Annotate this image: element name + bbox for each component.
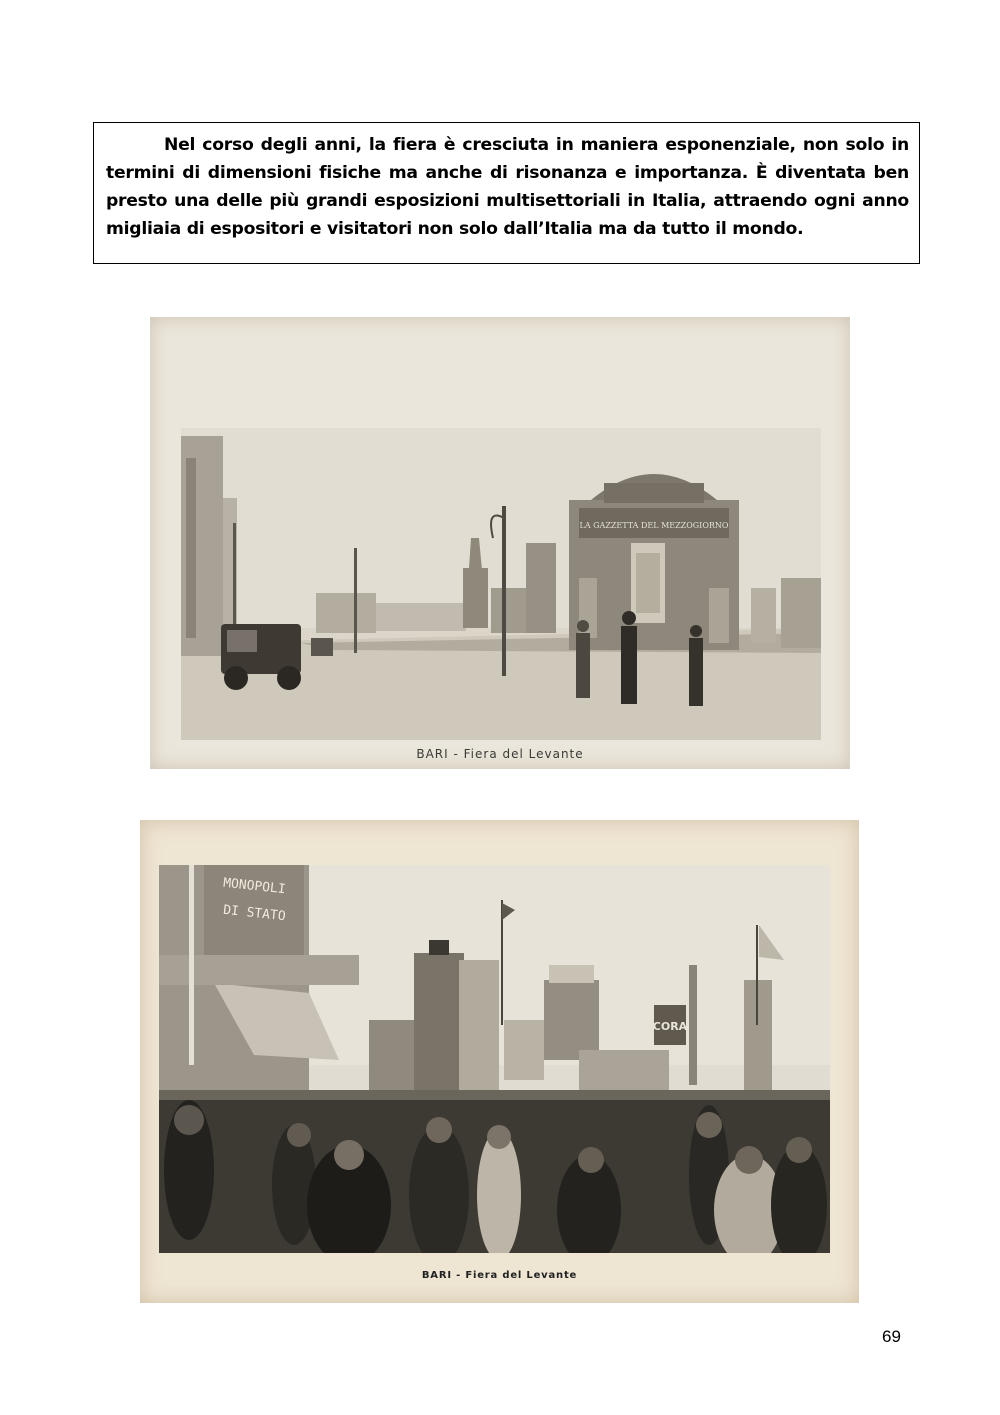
body-paragraph: Nel corso degli anni, la fiera è cresciuta in maniera esponenziale, non solo in termini di dimensioni fisiche ma anche di risonanza e importanza. È diventata ben presto una delle più grandi esposizioni multisettoriali in Italia, attraendo ogni anno migliaia di espositori e visitatori non solo dall’Italia ma da tutto il mondo. [106,135,909,239]
cora-sign-text: CORA [652,1020,688,1033]
postcard-fiera-1 [150,317,850,769]
crowd-scene-image [159,865,830,1253]
page-number: 69 [882,1327,901,1346]
postcard-photo-street [181,428,821,740]
pavilion-sign-text: LA GAZZETTA DEL MEZZOGIORNO [579,521,729,530]
monopoli-sign-line2: DI STATO [222,902,287,925]
postcard-caption: BARI - Fiera del Levante [416,747,584,761]
postcard-caption: BARI - Fiera del Levante [421,1270,578,1281]
postcard-fiera-2 [140,820,859,1303]
text-box [93,122,920,264]
monopoli-sign-line1: MONOPOLI [222,875,287,898]
street-scene-image [181,428,821,740]
postcard-photo-crowd [159,865,830,1253]
